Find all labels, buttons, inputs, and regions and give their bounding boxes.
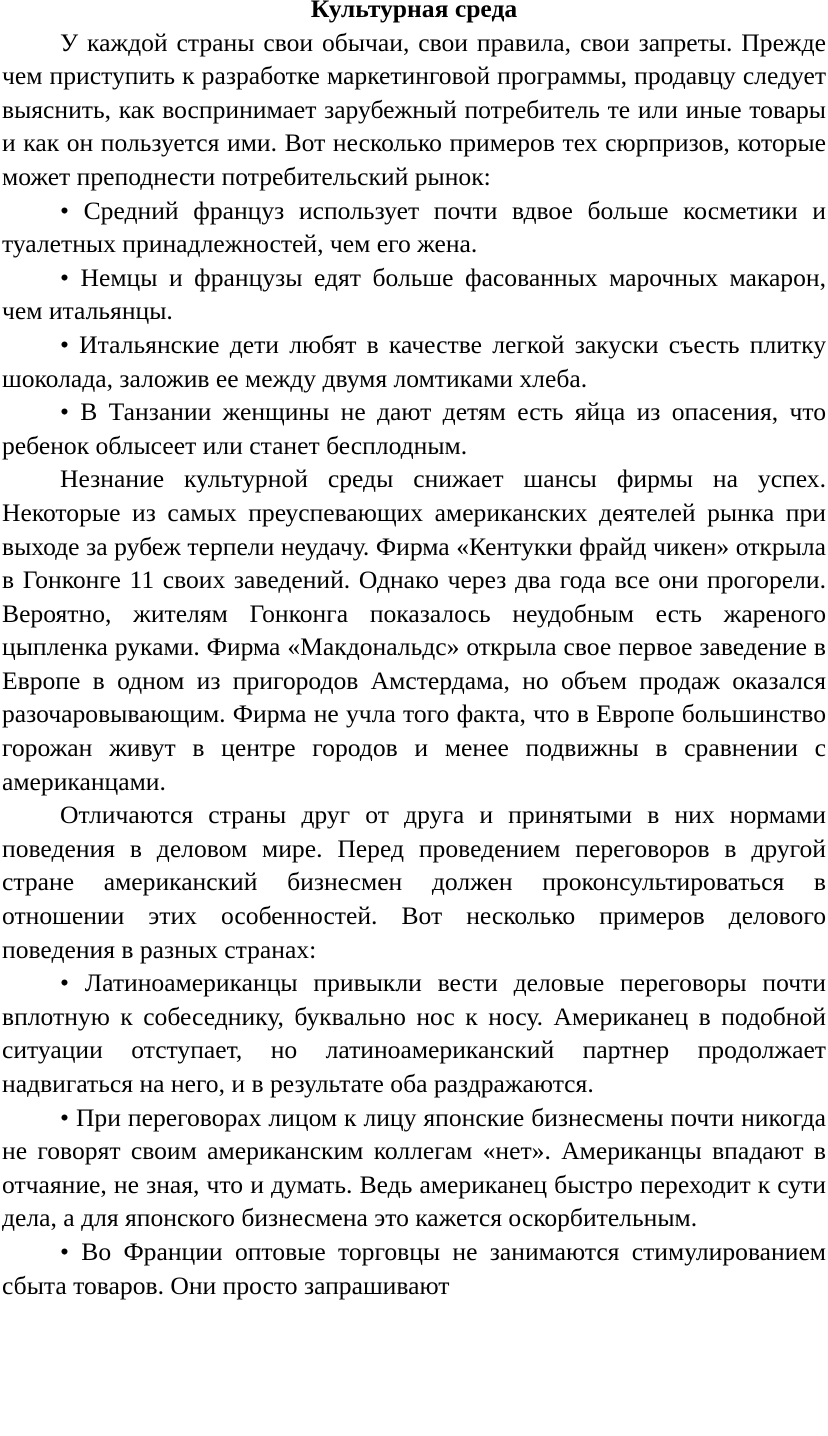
bullet-item-tanzania: • В Танзании женщины не дают детям есть яйца из опасения, что ребенок облысеет или станет бесплодным. — [2, 397, 826, 460]
bullet-item-latin-america: • Латиноамериканцы привыкли вести деловые переговоры почти вплотную к собеседнику, буквально нос к носу. Американец в подобной ситуации отступает, но латиноамериканский партнер продолжает надвигаться на него, и в результате оба раздражаются. — [2, 968, 826, 1098]
paragraph-business-norms: Отличаются страны друг от друга и принятыми в них нормами поведения в деловом мире. Перед проведением переговоров в другой стране американский бизнесмен должен проконсультироваться в отношении этих особенностей. Вот несколько примеров делового поведения в разных странах: — [2, 800, 826, 964]
bullet-item-france-cosmetics: • Средний француз использует почти вдвое больше косметики и туалетных принадлежностей, чем его жена. — [2, 195, 826, 259]
section-title: Культурная среда — [310, 0, 518, 23]
bullet-item-pasta: • Немцы и французы едят больше фасованных марочных макарон, чем итальянцы. — [2, 262, 826, 326]
paragraph-culture-ignorance: Незнание культурной среды снижает шансы фирмы на успех. Некоторые из самых преуспевающих американских деятелей рынка при выходе за рубеж терпели неудачу. Фирма «Кентукки фрайд чикен» открыла в Гонконге 11 своих заведений. Однако через два года все они прогорели. Вероятно, жителям Гонконга показалось неудобным есть жареного цыпленка руками. Фирма «Макдональдс» открыла свое первое заведение в Европе в одном из пригородов Амстердама, но объем продаж оказался разочаровывающим. Фирма не учла того факта, что в Европе большинство горожан живут в центре городов и менее подвижны в сравнении с американцами. — [2, 464, 826, 796]
paragraph-intro: У каждой страны свои обычаи, свои правила, свои запреты. Прежде чем приступить к разработке маркетинговой программы, продавцу следует выяснить, как воспринимает зарубежный потребитель те или иные товары и как он пользуется ими. Вот несколько примеров тех сюрпризов, которые может преподнести потребительский рынок: — [2, 27, 826, 191]
bullet-item-france-wholesale: • Во Франции оптовые торговцы не занимаются стимулированием сбыта товаров. Они просто запрашивают — [2, 1236, 826, 1300]
bullet-item-japan: • При переговорах лицом к лицу японские бизнесмены почти никогда не говорят своим американским коллегам «нет». Американцы впадают в отчаяние, не зная, что и думать. Ведь американец быстро переходит к сути дела, а для японского бизнесмена это кажется оскорбительным. — [2, 1102, 826, 1233]
bullet-item-italian-children: • Итальянские дети любят в качестве легкой закуски съесть плитку шоколада, заложив ее между двумя ломтиками хлеба. — [2, 329, 826, 393]
